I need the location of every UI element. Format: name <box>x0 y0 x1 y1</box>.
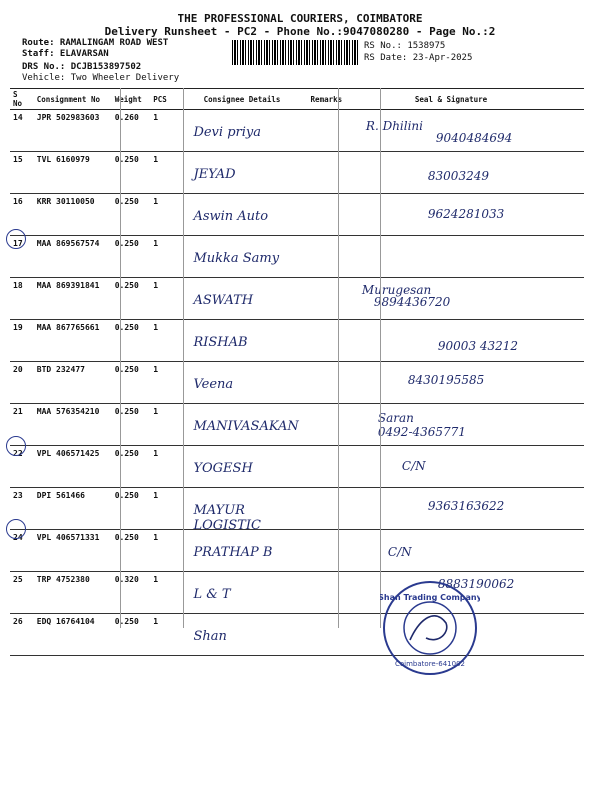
remarks-cell <box>308 194 355 236</box>
weight-cell: 0.250 <box>112 194 151 236</box>
consignment-cell: MAA 576354210 <box>34 404 112 446</box>
remarks-cell <box>308 278 355 320</box>
signature-cell <box>355 446 584 488</box>
weight-cell: 0.250 <box>112 614 151 656</box>
sno-cell: 19 <box>10 320 34 362</box>
consignment-cell: KRR 30110050 <box>34 194 112 236</box>
signature-cell <box>355 530 584 572</box>
remarks-cell <box>308 572 355 614</box>
pcs-cell: 1 <box>150 362 176 404</box>
consignment-cell: MAA 867765661 <box>34 320 112 362</box>
consignee-name: MANIVASAKAN <box>193 419 299 434</box>
remarks-cell <box>308 152 355 194</box>
consignee-cell <box>176 572 307 614</box>
consignment-cell: VPL 406571331 <box>34 530 112 572</box>
runsheet-subtitle: Delivery Runsheet - PC2 - Phone No.:9047080280 - Page No.:2 <box>104 25 496 38</box>
consignee-cell <box>176 236 307 278</box>
consignment-cell: JPR 502983603 <box>34 110 112 152</box>
remarks-cell <box>308 404 355 446</box>
signature-phone: 8430195585 <box>407 373 485 387</box>
row-check-circle <box>6 436 26 456</box>
seal-city: Coimbatore-641002 <box>395 660 465 668</box>
consignment-cell: VPL 406571425 <box>34 446 112 488</box>
signature-phone: 0492-4365771 <box>377 425 466 439</box>
runsheet-title: THE PROFESSIONAL COURIERS, COIMBATORE <box>177 12 423 25</box>
signature-text: Saran <box>377 411 414 425</box>
signature-text: R. Dhilini <box>365 119 423 133</box>
pcs-cell: 1 <box>150 278 176 320</box>
table-header-row <box>10 89 584 110</box>
consignment-cell: DPI 561466 <box>34 488 112 530</box>
column-divider <box>120 88 121 628</box>
remarks-cell <box>308 362 355 404</box>
consignee-cell <box>176 320 307 362</box>
sno-cell: 14 <box>10 110 34 152</box>
table-row <box>10 110 584 152</box>
consignee-cell <box>176 404 307 446</box>
table-row <box>10 320 584 362</box>
remarks-cell <box>308 236 355 278</box>
pcs-cell: 1 <box>150 614 176 656</box>
sno-cell: 15 <box>10 152 34 194</box>
row-check-circle <box>6 519 26 539</box>
pcs-cell: 1 <box>150 236 176 278</box>
signature-cell <box>355 194 584 236</box>
sno-cell: 22 <box>10 446 34 488</box>
signature-cell <box>355 488 584 530</box>
seal-name: Shan Trading Company <box>380 593 480 602</box>
col-remarks: Remarks <box>308 89 355 110</box>
weight-cell: 0.250 <box>112 446 151 488</box>
table-row <box>10 362 584 404</box>
consignee-name: MAYUR LOGISTIC <box>193 503 261 533</box>
weight-cell: 0.250 <box>112 404 151 446</box>
company-seal <box>380 578 480 678</box>
pcs-cell: 1 <box>150 320 176 362</box>
consignment-cell: EDQ 16764104 <box>34 614 112 656</box>
vehicle-label: Vehicle: Two Wheeler Delivery <box>22 73 180 83</box>
pcs-cell: 1 <box>150 404 176 446</box>
col-consignment: Consignment No <box>34 89 112 110</box>
column-divider <box>183 88 184 628</box>
weight-cell: 0.250 <box>112 320 151 362</box>
signature-cell <box>355 362 584 404</box>
signature-text: Murugesan <box>361 283 432 297</box>
weight-cell: 0.260 <box>112 110 151 152</box>
signature-cell <box>355 278 584 320</box>
signature-phone: 83003249 <box>427 169 489 183</box>
weight-cell: 0.250 <box>112 530 151 572</box>
table-row <box>10 152 584 194</box>
consignee-cell <box>176 152 307 194</box>
sno-cell: 18 <box>10 278 34 320</box>
signature-cell <box>355 152 584 194</box>
consignee-cell <box>176 446 307 488</box>
signature-text: C/N <box>387 545 412 559</box>
consignee-cell <box>176 194 307 236</box>
route-label: Route: RAMALINGAM ROAD WEST <box>22 38 169 48</box>
sno-cell: 25 <box>10 572 34 614</box>
consignee-name: RISHAB <box>193 335 248 350</box>
consignee-name: PRATHAP B <box>193 545 273 560</box>
sno-cell: 16 <box>10 194 34 236</box>
consignee-cell <box>176 614 307 656</box>
pcs-cell: 1 <box>150 110 176 152</box>
weight-cell: 0.250 <box>112 152 151 194</box>
remarks-cell <box>308 614 355 656</box>
consignee-name: Devi priya <box>193 125 261 140</box>
remarks-cell <box>308 320 355 362</box>
consignee-cell <box>176 278 307 320</box>
signature-cell <box>355 320 584 362</box>
consignee-cell <box>176 110 307 152</box>
signature-phone: 8883190062 <box>437 577 515 591</box>
rs-number: RS No.: 1538975 <box>364 41 446 51</box>
col-consignee: Consignee Details <box>176 89 307 110</box>
consignee-name: Veena <box>193 377 234 392</box>
drs-number: DRS No.: DCJB153897502 <box>22 62 142 72</box>
signature-phone: 90003 43212 <box>437 339 519 353</box>
consignee-name: Aswin Auto <box>193 209 269 224</box>
table-row <box>10 404 584 446</box>
table-row <box>10 446 584 488</box>
signature-phone: 9624281033 <box>427 207 505 221</box>
signature-cell <box>355 110 584 152</box>
consignee-cell <box>176 488 307 533</box>
remarks-cell <box>308 488 355 530</box>
signature-text: C/N <box>401 459 426 473</box>
consignment-cell: MAA 869567574 <box>34 236 112 278</box>
weight-cell: 0.250 <box>112 488 151 530</box>
column-divider <box>380 88 381 628</box>
barcode <box>232 40 358 65</box>
pcs-cell: 1 <box>150 152 176 194</box>
table-row <box>10 572 584 614</box>
pcs-cell: 1 <box>150 572 176 614</box>
table-row <box>10 488 584 530</box>
consignee-name: ASWATH <box>193 293 254 308</box>
remarks-cell <box>308 446 355 488</box>
signature-phone: 9040484694 <box>435 131 513 145</box>
col-signature: Seal & Signature <box>355 89 584 110</box>
table-row <box>10 236 584 278</box>
consignee-name: YOGESH <box>193 461 253 476</box>
consignment-cell: TVL 6160979 <box>34 152 112 194</box>
signature-cell <box>355 236 584 278</box>
runsheet-table <box>10 88 584 656</box>
sno-cell: 20 <box>10 362 34 404</box>
table-row <box>10 530 584 572</box>
rs-date: RS Date: 23-Apr-2025 <box>364 53 473 63</box>
signature-cell <box>355 404 584 446</box>
consignee-name: L & T <box>193 587 231 602</box>
column-divider <box>338 88 339 628</box>
row-check-circle <box>6 229 26 249</box>
consignee-name: Mukka Samy <box>193 251 280 266</box>
staff-label: Staff: ELAVARSAN <box>22 49 109 59</box>
remarks-cell <box>308 530 355 572</box>
col-sno: S No <box>10 89 34 110</box>
weight-cell: 0.250 <box>112 278 151 320</box>
sno-cell: 24 <box>10 530 34 572</box>
signature-phone: 9363163622 <box>427 499 505 513</box>
weight-cell: 0.250 <box>112 362 151 404</box>
consignee-name: JEYAD <box>193 167 236 182</box>
weight-cell: 0.320 <box>112 572 151 614</box>
table-row <box>10 614 584 656</box>
remarks-cell <box>308 110 355 152</box>
consignee-cell <box>176 362 307 404</box>
sno-cell: 21 <box>10 404 34 446</box>
consignee-name: Shan <box>193 629 227 644</box>
weight-cell: 0.250 <box>112 236 151 278</box>
pcs-cell: 1 <box>150 446 176 488</box>
pcs-cell: 1 <box>150 530 176 572</box>
consignment-cell: BTD 232477 <box>34 362 112 404</box>
sno-cell: 26 <box>10 614 34 656</box>
sno-cell: 23 <box>10 488 34 530</box>
consignment-cell: TRP 4752380 <box>34 572 112 614</box>
pcs-cell: 1 <box>150 194 176 236</box>
table-row <box>10 278 584 320</box>
pcs-cell: 1 <box>150 488 176 530</box>
sno-cell: 17 <box>10 236 34 278</box>
col-weight: Weight <box>112 89 151 110</box>
consignment-cell: MAA 869391841 <box>34 278 112 320</box>
col-pcs: PCS <box>150 89 176 110</box>
table-row <box>10 194 584 236</box>
consignee-cell <box>176 530 307 572</box>
signature-phone: 9894436720 <box>373 295 451 309</box>
